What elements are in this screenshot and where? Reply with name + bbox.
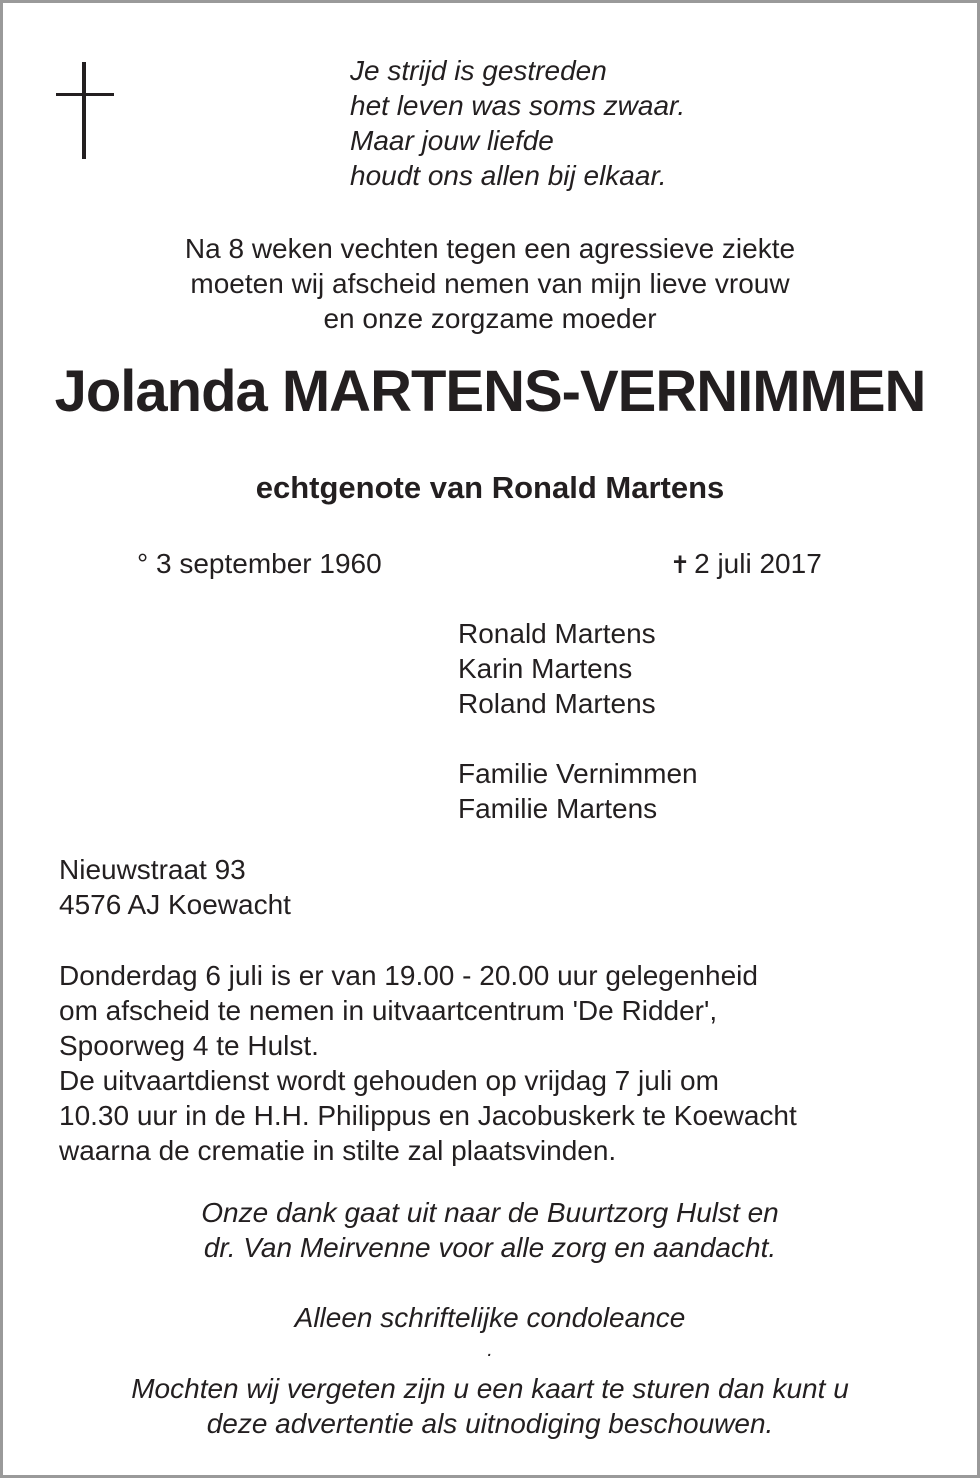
address bbox=[59, 852, 291, 922]
forgot-line: deze advertentie als uitnodiging beschouwen. bbox=[206, 1408, 774, 1439]
forgot-line: Mochten wij vergeten zijn u een kaart te sturen dan kunt u bbox=[131, 1373, 849, 1404]
condolence-note: Alleen schriftelijke condoleance bbox=[294, 1302, 686, 1333]
family-member: Familie Vernimmen bbox=[458, 758, 698, 789]
family-member: Karin Martens bbox=[458, 653, 633, 684]
deceased-name: Jolanda MARTENS-VERNIMMEN bbox=[54, 359, 926, 424]
thanks-line: Onze dank gaat uit naar de Buurtzorg Hulst en bbox=[201, 1197, 779, 1228]
intro-line: en onze zorgzame moeder bbox=[323, 303, 657, 334]
intro-line: Na 8 weken vechten tegen een agressieve ziekte bbox=[184, 233, 796, 264]
poem-line: Maar jouw liefde bbox=[350, 125, 554, 156]
death-date: 2 juli 2017 bbox=[694, 548, 822, 579]
poem bbox=[350, 53, 685, 193]
info-line: Donderdag 6 juli is er van 19.00 - 20.00 uur gelegenheid bbox=[59, 960, 758, 991]
family-member: Ronald Martens bbox=[458, 618, 656, 649]
dagger-icon: ✝ bbox=[670, 552, 691, 579]
cross-icon bbox=[56, 62, 114, 159]
poem-line: het leven was soms zwaar. bbox=[350, 90, 686, 121]
separator-dot: . bbox=[487, 1339, 493, 1361]
funeral-info bbox=[59, 958, 797, 1168]
thanks-line: dr. Van Meirvenne voor alle zorg en aandacht. bbox=[203, 1232, 777, 1263]
family-list bbox=[458, 616, 698, 826]
family-member: Roland Martens bbox=[458, 688, 656, 719]
address-street: Nieuwstraat 93 bbox=[59, 854, 246, 885]
info-line: om afscheid te nemen in uitvaartcentrum 'De Ridder', bbox=[59, 995, 718, 1026]
birth-date: ° 3 september 1960 bbox=[137, 548, 382, 579]
family-member: Familie Martens bbox=[458, 793, 658, 824]
death-date-row bbox=[670, 546, 822, 583]
thanks-text bbox=[0, 1195, 980, 1265]
poem-line: Je strijd is gestreden bbox=[350, 55, 607, 86]
info-line: Spoorweg 4 te Hulst. bbox=[59, 1030, 319, 1061]
spouse-line: echtgenote van Ronald Martens bbox=[255, 470, 725, 505]
poem-line: houdt ons allen bij elkaar. bbox=[350, 160, 667, 191]
forgot-note bbox=[0, 1371, 980, 1441]
address-city: 4576 AJ Koewacht bbox=[59, 889, 291, 920]
intro-text bbox=[0, 231, 980, 336]
intro-line: moeten wij afscheid nemen van mijn lieve vrouw bbox=[190, 268, 790, 299]
info-line: 10.30 uur in de H.H. Philippus en Jacobuskerk te Koewacht bbox=[59, 1100, 797, 1131]
info-line: waarna de crematie in stilte zal plaatsvinden. bbox=[59, 1135, 617, 1166]
info-line: De uitvaartdienst wordt gehouden op vrijdag 7 juli om bbox=[59, 1065, 719, 1096]
